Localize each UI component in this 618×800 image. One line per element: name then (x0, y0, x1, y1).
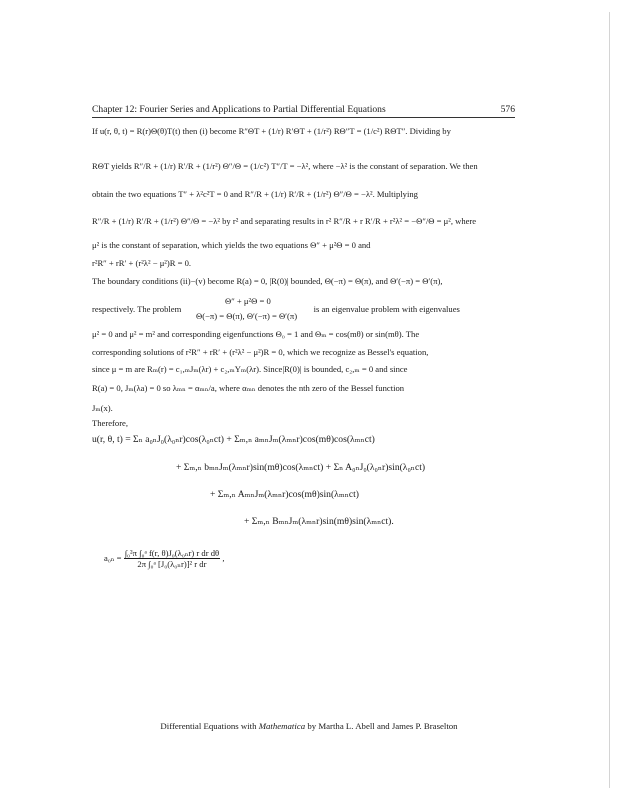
coefficient-denominator: 2π ∫₀ᵃ [J₀(λ₀ₙr)]² r dr (137, 559, 207, 569)
chapter-title: Chapter 12: Fourier Series and Applications to Partial Differential Equations (92, 104, 386, 115)
page-edge-line (609, 12, 610, 788)
running-header (92, 104, 515, 115)
text-line-14: Therefore, (92, 418, 129, 428)
text-line-3: obtain the two equations T″ + λ²c²T = 0 and R″/R + (1/r) R′/R + (1/r²) Θ″/Θ = −λ². Multiplying (92, 189, 418, 199)
solution-line-1: u(r, θ, t) = Σₙ a₀ₙJ₀(λ₀ₙr)cos(λ₀ₙct) + Σₘ,ₙ aₘₙJₘ(λₘₙr)cos(mθ)cos(λₘₙct) (92, 434, 375, 445)
footer-suffix: by Martha L. Abell and James P. Braselton (305, 721, 458, 731)
text-line-9: μ² = 0 and μ² = m² and corresponding eigenfunctions Θ₀ = 1 and Θₘ = cos(mθ) or sin(mθ). The (92, 329, 420, 339)
text-line-1: If u(r, θ, t) = R(r)Θ(θ)T(t) then (i) become R″ΘT + (1/r) R′ΘT + (1/r²) RΘ″T = (1/c²) RΘT″. Dividing by (92, 126, 451, 136)
system-eq-top: Θ″ + μ²Θ = 0 (225, 296, 271, 306)
coefficient-fraction (124, 548, 220, 569)
text-line-13: Jₘ(x). (92, 403, 113, 413)
text-line-5: μ² is the constant of separation, which yields the two equations Θ″ + μ²Θ = 0 and (92, 240, 371, 250)
solution-line-4: + Σₘ,ₙ BₘₙJₘ(λₘₙr)sin(mθ)sin(λₘₙct). (244, 516, 394, 527)
footer-italic: Mathematica (258, 721, 306, 731)
page-number: 576 (500, 104, 515, 115)
footer-prefix: Differential Equations with (160, 721, 259, 731)
coefficient-formula (104, 548, 224, 569)
system-eq-bottom: Θ(−π) = Θ(π), Θ′(−π) = Θ′(π) (196, 311, 298, 321)
text-line-4: R″/R + (1/r) R′/R + (1/r²) Θ″/Θ = −λ² by r² and separating results in r² R″/R + r R′/R + r²λ² = −Θ″/Θ = μ², where (92, 216, 477, 226)
coefficient-tail: , (222, 553, 225, 563)
coefficient-lhs: a₀ₙ = (104, 553, 122, 563)
page-footer (0, 721, 618, 731)
solution-line-2: + Σₘ,ₙ bₘₙJₘ(λₘₙr)sin(mθ)cos(λₘₙct) + Σₙ A₀ₙJ₀(λ₀ₙr)sin(λ₀ₙct) (176, 462, 426, 473)
header-rule (92, 117, 515, 118)
text-line-12: R(a) = 0, Jₘ(λa) = 0 so λₘₙ = αₘₙ/a, where αₘₙ denotes the nth zero of the Bessel function (92, 383, 405, 393)
text-line-7: The boundary conditions (ii)−(v) become R(a) = 0, |R(0)| bounded, Θ(−π) = Θ(π), and Θ′(−π) = Θ′(π), (92, 276, 443, 286)
text-line-2: RΘT yields R″/R + (1/r) R′/R + (1/r²) Θ″/Θ = (1/c²) T″/T = −λ², where −λ² is the constant of separation. We then (92, 161, 478, 171)
text-line-8-post: is an eigenvalue problem with eigenvalues (313, 304, 460, 314)
text-line-6: r²R″ + rR′ + (r²λ² − μ²)R = 0. (92, 258, 192, 268)
coefficient-numerator: ∫₀²π ∫₀ᵃ f(r, θ)J₀(λ₀ₙr) r dr dθ (124, 548, 220, 558)
text-line-8-pre: respectively. The problem (92, 304, 182, 314)
solution-line-3: + Σₘ,ₙ AₘₙJₘ(λₘₙr)cos(mθ)sin(λₘₙct) (210, 489, 359, 500)
text-line-11: since μ = m are Rₘ(r) = c₁,ₘJₘ(λr) + c₂,ₘYₘ(λr). Since|R(0)| is bounded, c₂,ₘ = 0 and since (92, 364, 408, 374)
text-line-10: corresponding solutions of r²R″ + rR′ + (r²λ² − μ²)R = 0, which we recognize as Bessel's equation, (92, 347, 429, 357)
